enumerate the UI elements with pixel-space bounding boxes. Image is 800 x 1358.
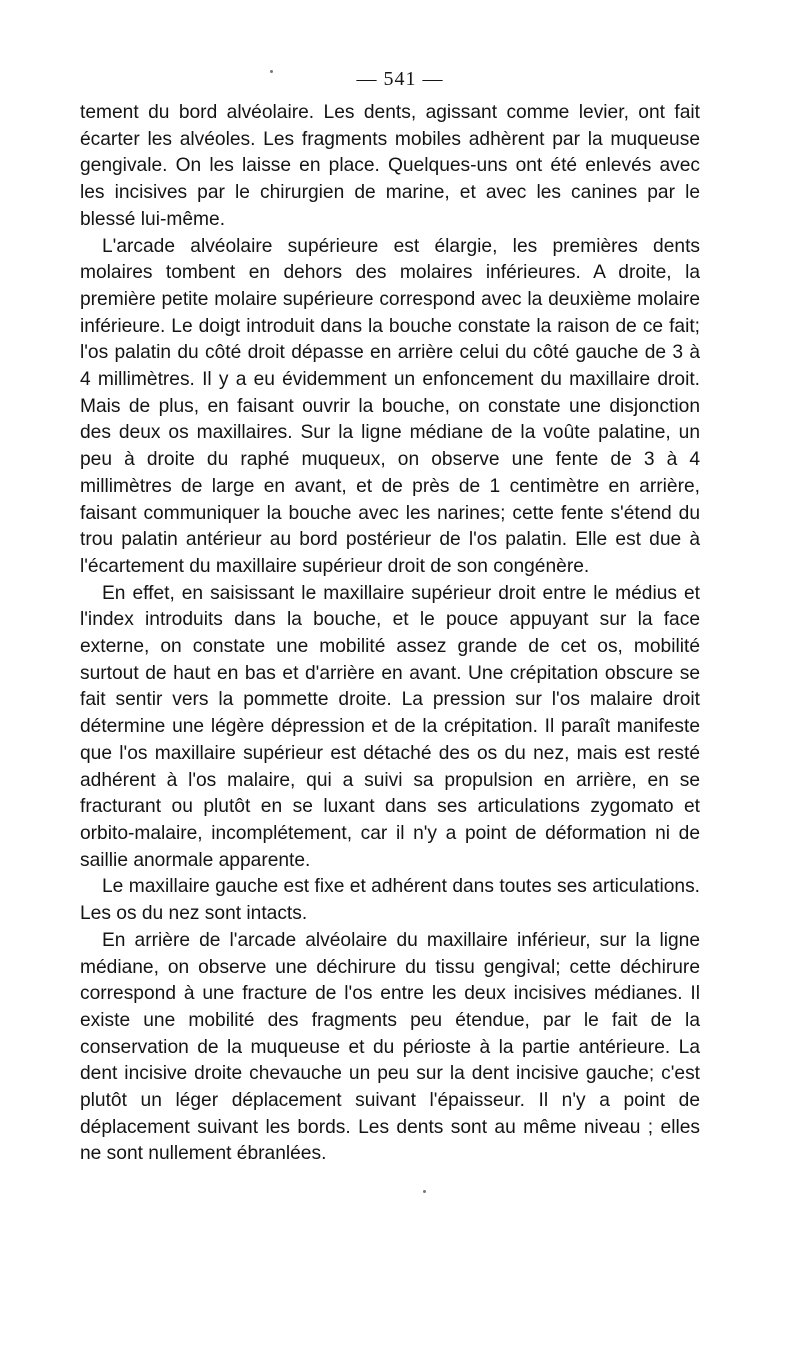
paragraph-5: En arrière de l'arcade alvéolaire du maxillaire inférieur, sur la ligne médiane, on observe une déchirure du tissu gengival; cette déchirure correspond à une fracture de l'os entre les deux incisives médianes. Il existe une mobilité des fragments peu étendue, par le fait de la conservation de la muqueuse et du périoste à la partie antérieure. La dent incisive droite chevauche un peu sur la dent incisive gauche; c'est plutôt un léger déplacement suivant l'épaisseur. Il n'y a point de déplacement suivant les bords. Les dents sont au même niveau ; elles ne sont nullement ébranlées.	[80, 929, 700, 1165]
paragraph-4: Le maxillaire gauche est fixe et adhérent dans toutes ses articulations. Les os du nez sont intacts.	[80, 876, 700, 925]
body-text	[80, 100, 700, 1168]
paragraph-2: L'arcade alvéolaire supérieure est élargie, les premières dents molaires tombent en dehors des molaires inférieures. A droite, la première petite molaire supérieure correspond avec la deuxième molaire inférieure. Le doigt introduit dans la bouche constate la raison de ce fait; l'os palatin du côté droit dépasse en arrière celui du côté gauche de 3 à 4 millimètres. Il y a eu évidemment un enfoncement du maxillaire droit. Mais de plus, en faisant ouvrir la bouche, on constate une disjonction des deux os maxillaires. Sur la ligne médiane de la voûte palatine, un peu à droite du raphé muqueux, on observe une fente de 3 à 4 millimètres de large en avant, et de près de 1 centimètre en arrière, faisant communiquer la bouche avec les narines; cette fente s'étend du trou palatin antérieur au bord postérieur de l'os palatin. Elle est due à l'écartement du maxillaire supérieur droit de son congénère.	[80, 235, 700, 577]
paragraph-1: tement du bord alvéolaire. Les dents, agissant comme levier, ont fait écarter les alvéoles. Les fragments mobiles adhèrent par la muqueuse gengivale. On les laisse en place. Quelques-uns ont été enlevés avec les incisives par le chirurgien de marine, et avec les canines par le blessé lui-même.	[80, 102, 700, 230]
paragraph-3: En effet, en saisissant le maxillaire supérieur droit entre le médius et l'index introduits dans la bouche, et le pouce appuyant sur la face externe, on constate une mobilité assez grande de cet os, mobilité surtout de haut en bas et d'arrière en avant. Une crépitation obscure se fait sentir vers la pommette droite. La pression sur l'os malaire droit détermine une légère dépression et de la crépitation. Il paraît manifeste que l'os maxillaire supérieur est détaché des os du nez, mais est resté adhérent à l'os malaire, qui a suivi sa propulsion en arrière, en se fracturant ou plutôt en se luxant dans ses articulations zygomato et orbito-malaire, incomplétement, car il n'y a point de déformation ni de saillie anormale apparente.	[80, 582, 700, 871]
ink-speck	[423, 1190, 426, 1193]
page-number: — 541 —	[356, 68, 444, 90]
